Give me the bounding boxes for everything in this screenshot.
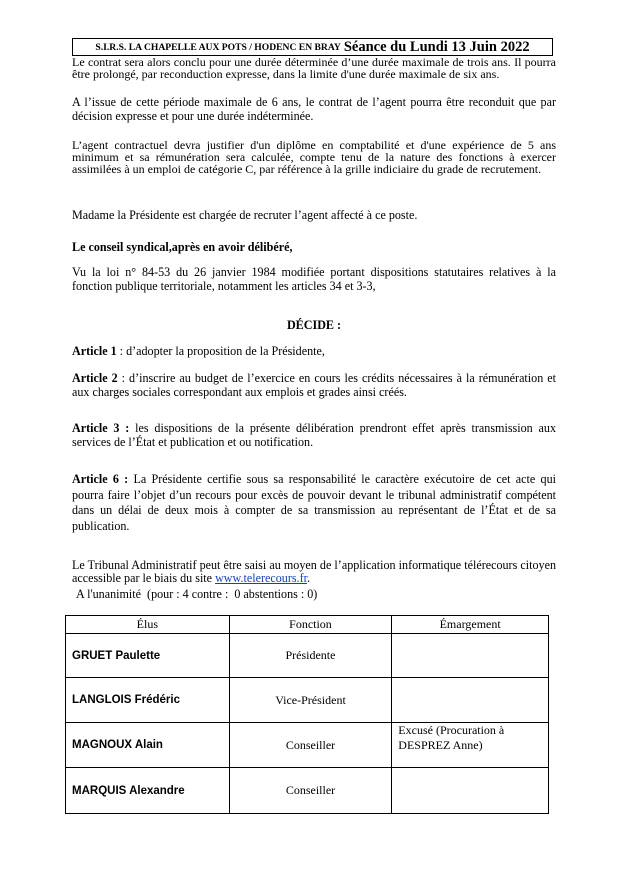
article-text: : d’adopter la proposition de la Présidente, — [116, 344, 325, 358]
paragraph-contract-duration: Le contrat sera alors conclu pour une durée déterminée d’une durée maximale de trois ans. Il pourra être prolongé, par reconduction expresse, dans la limite d'une durée maximale de six ans. — [72, 55, 556, 82]
member-name: GRUET Paulette — [66, 634, 230, 678]
article-label: Article 3 : — [72, 421, 130, 435]
paragraph-recruitment: Madame la Présidente est chargée de recruter l’agent affecté à ce poste. — [72, 208, 418, 222]
article-text: La Présidente certifie sous sa responsabilité le caractère exécutoire de cet acte qui pourra faire l’objet d’un recours pour excès de pouvoir devant le tribunal administratif compétent dans un délai de deux mois à compter de sa transmission au représentant de l’État et de sa publication. — [72, 472, 556, 533]
paragraph-deliberation: Le conseil syndical,après en avoir délibéré, — [72, 240, 293, 254]
article-1 — [72, 344, 556, 358]
vote-result: A l'unanimité (pour : 4 contre : 0 abstentions : 0) — [76, 587, 318, 601]
article-text: les dispositions de la présente délibération prendront effet après transmission aux services de l’État et publication et ou notification. — [72, 421, 556, 449]
paragraph-requirements: L’agent contractuel devra justifier d'un diplôme en comptabilité et d'une expérience de 5 ans minimum et sa rémunération sera calculée, compte tenu de la nature des fonctions à exercer assimilées à un emploi de catégorie C, par référence à la grille indiciaire du grade de recrutement. — [72, 138, 556, 177]
table-row — [66, 678, 549, 723]
column-header-fonction: Fonction — [229, 616, 392, 634]
paragraph-law-reference: Vu la loi n° 84-53 du 26 janvier 1984 modifiée portant dispositions statutaires relatives à la fonction publique territoriale, notamment les articles 34 et 3-3, — [72, 265, 556, 293]
article-2 — [72, 371, 556, 399]
member-function: Conseiller — [229, 768, 392, 814]
paragraph-tribunal — [72, 559, 556, 585]
header-session-date: Séance du Lundi 13 Juin 2022 — [343, 38, 530, 55]
tribunal-text: Le Tribunal Administratif peut être saisi au moyen de l’application informatique télérecours citoyen accessible par le biais du site — [72, 558, 556, 585]
member-function: Conseiller — [229, 723, 392, 768]
member-function: Présidente — [229, 634, 392, 678]
header-organization: S.I.R.S. LA CHAPELLE AUX POTS / HODENC EN BRAY — [95, 41, 341, 53]
table-row — [66, 723, 549, 768]
member-function: Vice-Président — [229, 678, 392, 723]
telerecours-link[interactable]: www.telerecours.fr — [215, 571, 307, 585]
paragraph-renewal: A l’issue de cette période maximale de 6 ans, le contrat de l’agent pourra être reconduit que par décision expresse et pour une durée indéterminée. — [72, 95, 556, 123]
member-signature-cell — [392, 634, 549, 678]
article-6 — [72, 472, 556, 534]
article-3 — [72, 421, 556, 449]
tribunal-end: . — [306, 571, 310, 585]
article-label: Article 6 : — [72, 472, 129, 486]
column-header-emargement: Émargement — [392, 616, 549, 634]
member-name: MARQUIS Alexandre — [66, 768, 230, 814]
member-signature-cell — [392, 768, 549, 814]
table-row — [66, 768, 549, 814]
session-header — [72, 38, 553, 56]
member-name: MAGNOUX Alain — [66, 723, 230, 768]
member-signature-cell: Excusé (Procuration à DESPREZ Anne) — [392, 723, 549, 768]
table-header-row — [66, 616, 549, 634]
member-name: LANGLOIS Frédéric — [66, 678, 230, 723]
article-label: Article 2 — [72, 371, 118, 385]
column-header-elus: Élus — [66, 616, 230, 634]
article-text: : d’inscrire au budget de l’exercice en cours les crédits nécessaires à la rémunération et aux charges sociales correspondant aux emplois et grades ainsi créés. — [72, 371, 556, 399]
article-label: Article 1 — [72, 344, 117, 358]
decide-heading: DÉCIDE : — [286, 318, 342, 332]
signature-table — [65, 615, 549, 814]
table-row — [66, 634, 549, 678]
member-signature-cell — [392, 678, 549, 723]
